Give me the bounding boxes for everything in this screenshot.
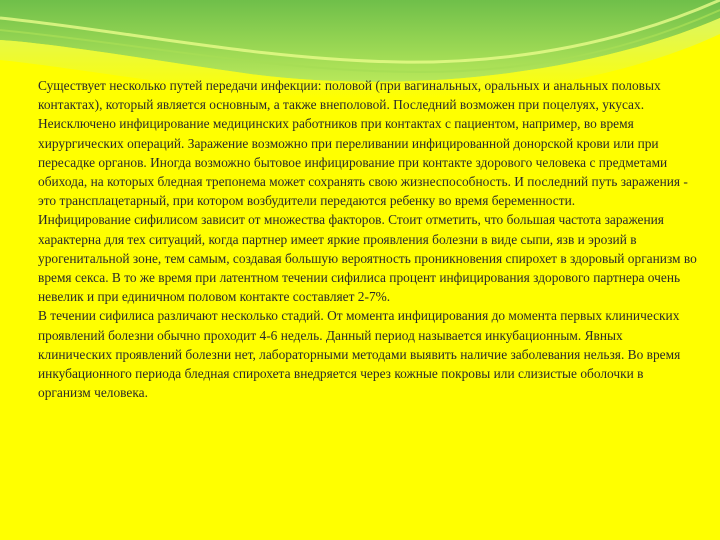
paragraph-transmission: Существует несколько путей передачи инфекции: половой (при вагинальных, оральных и анальных половых контактах), который является основным, а также внеполовой. Последний возможен при поцелуях, укусах. Неисключено инфицирование медицинских работников при контактах с пациентом, например, во время хирургических операций. Заражение возможно при переливании инфицированной донорской крови или при пересадке органов. Иногда возможно бытовое инфицирование при контакте здорового человека с предметами обихода, на которых бледная трепонема может сохранять свою жизнеспособность. И последний путь заражения - это трансплацетарный, при котором возбудители передаются ребенку во время беременности. — [38, 78, 688, 209]
paragraph-stages: В течении сифилиса различают несколько стадий. От момента инфицирования до момента первых клинических проявлений болезни обычно проходит 4-6 недель. Данный период называется инкубационным. Явных клинических проявлений болезни нет, лабораторными методами выявить наличие заболевания нельзя. Во время инкубационного периода бледная спирохета внедряется через кожные покровы или слизистые оболочки в организм человека. — [38, 308, 681, 401]
text-body — [38, 76, 698, 402]
paragraph-infection-factors: Инфицирование сифилисом зависит от множества факторов. Стоит отметить, что большая частота заражения характерна для тех ситуаций, когда партнер имеет яркие проявления болезни в виде сыпи, язв и эрозий в урогенитальной зоне, тем самым, создавая большую вероятность проникновения спирохет в здоровый организм во время секса. В то же время при латентном течении сифилиса процент инфицирования здорового партнера очень невелик и при единичном половом контакте составляет 2-7%. — [38, 212, 697, 305]
